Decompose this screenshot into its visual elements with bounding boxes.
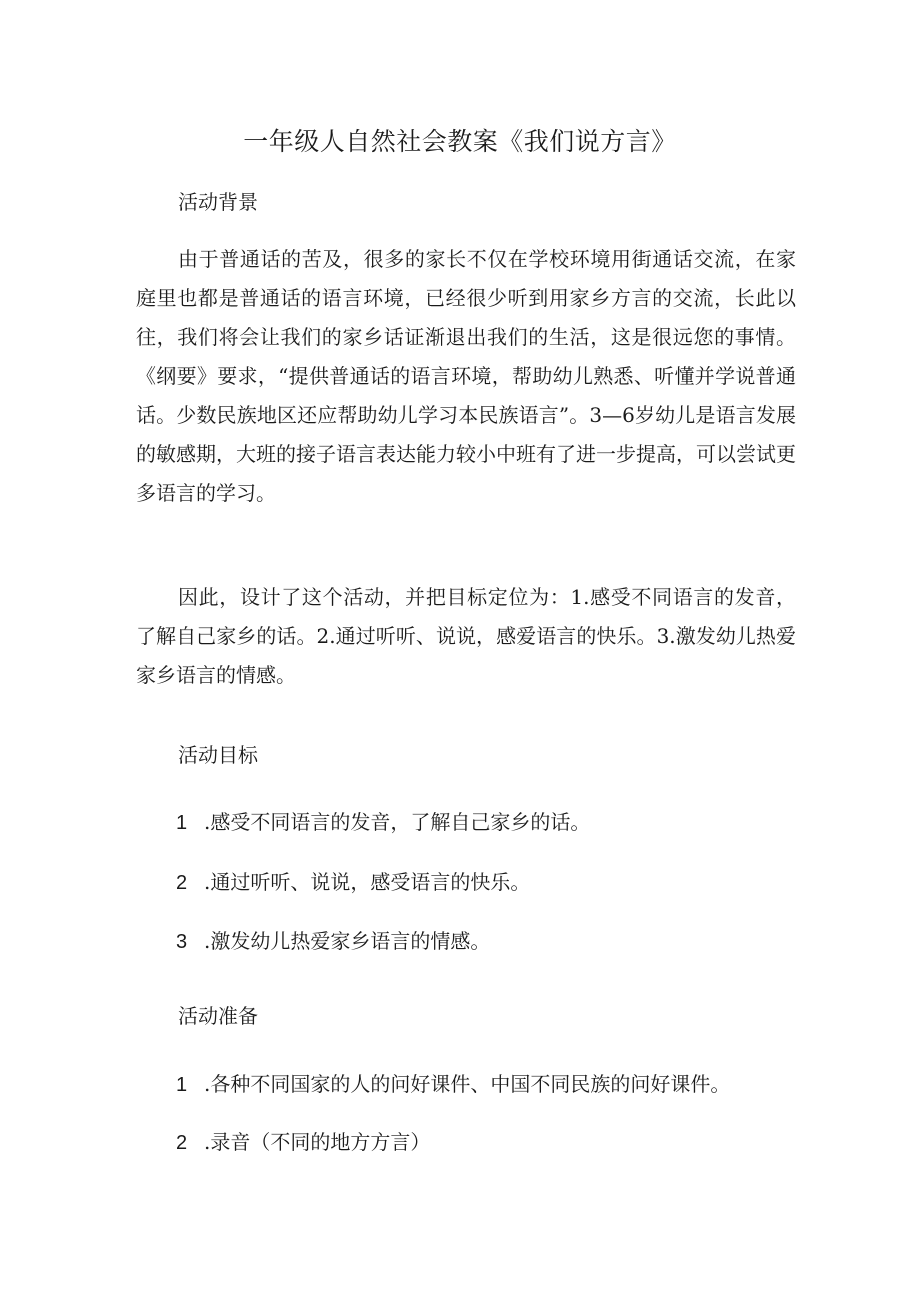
preparation-item-number: 2 (176, 1132, 188, 1154)
goal-item-number: 3 (176, 931, 188, 953)
preparation-item-1 (176, 1068, 730, 1097)
preparation-item-text: .各种不同国家的人的问好课件、中国不同民族的问好课件。 (204, 1072, 731, 1096)
goal-item-number: 1 (176, 812, 188, 834)
background-paragraph-1: 由于普通话的苦及，很多的家长不仅在学校环境用街通话交流，在家庭里也都是普通话的语言环境，已经很少听到用家乡方言的交流，长此以往，我们将会让我们的家乡话证渐退出我们的生活，这是很远您的事情。《纲要》要求，“提供普通话的语言环境，帮助幼儿熟悉、听懂并学说普通话。少数民族地区还应帮助幼儿学习本民族语言”。3—6岁幼儿是语言发展的敏感期，大班的接子语言表达能力较小中班有了进一步提高，可以尝试更多语言的学习。 (136, 247, 796, 505)
document-title: 一年级人自然社会教案《我们说方言》 (243, 127, 677, 156)
section-heading-preparation: 活动准备 (178, 1004, 258, 1028)
section-heading-background: 活动背景 (178, 190, 258, 214)
background-paragraph-2: 因此，设计了这个活动，并把目标定位为：1.感受不同语言的发音，了解自己家乡的话。2.通过听听、说说，感爱语言的快乐。3.激发幼儿热爱家乡语言的情感。 (136, 585, 796, 687)
preparation-item-text: .录音（不同的地方方言） (204, 1130, 431, 1154)
preparation-item-2 (176, 1126, 430, 1155)
preparation-item-number: 1 (176, 1074, 188, 1096)
goal-item-text: .激发幼儿热爱家乡语言的情感。 (204, 929, 491, 953)
goal-item-2 (176, 866, 530, 895)
section-heading-goals: 活动目标 (178, 743, 258, 767)
goal-item-text: .通过听听、说说，感受语言的快乐。 (204, 870, 531, 894)
goal-item-number: 2 (176, 872, 188, 894)
goal-item-text: .感受不同语言的发音，了解自己家乡的话。 (204, 810, 591, 834)
goal-item-1 (176, 806, 590, 835)
goal-item-3 (176, 925, 490, 954)
